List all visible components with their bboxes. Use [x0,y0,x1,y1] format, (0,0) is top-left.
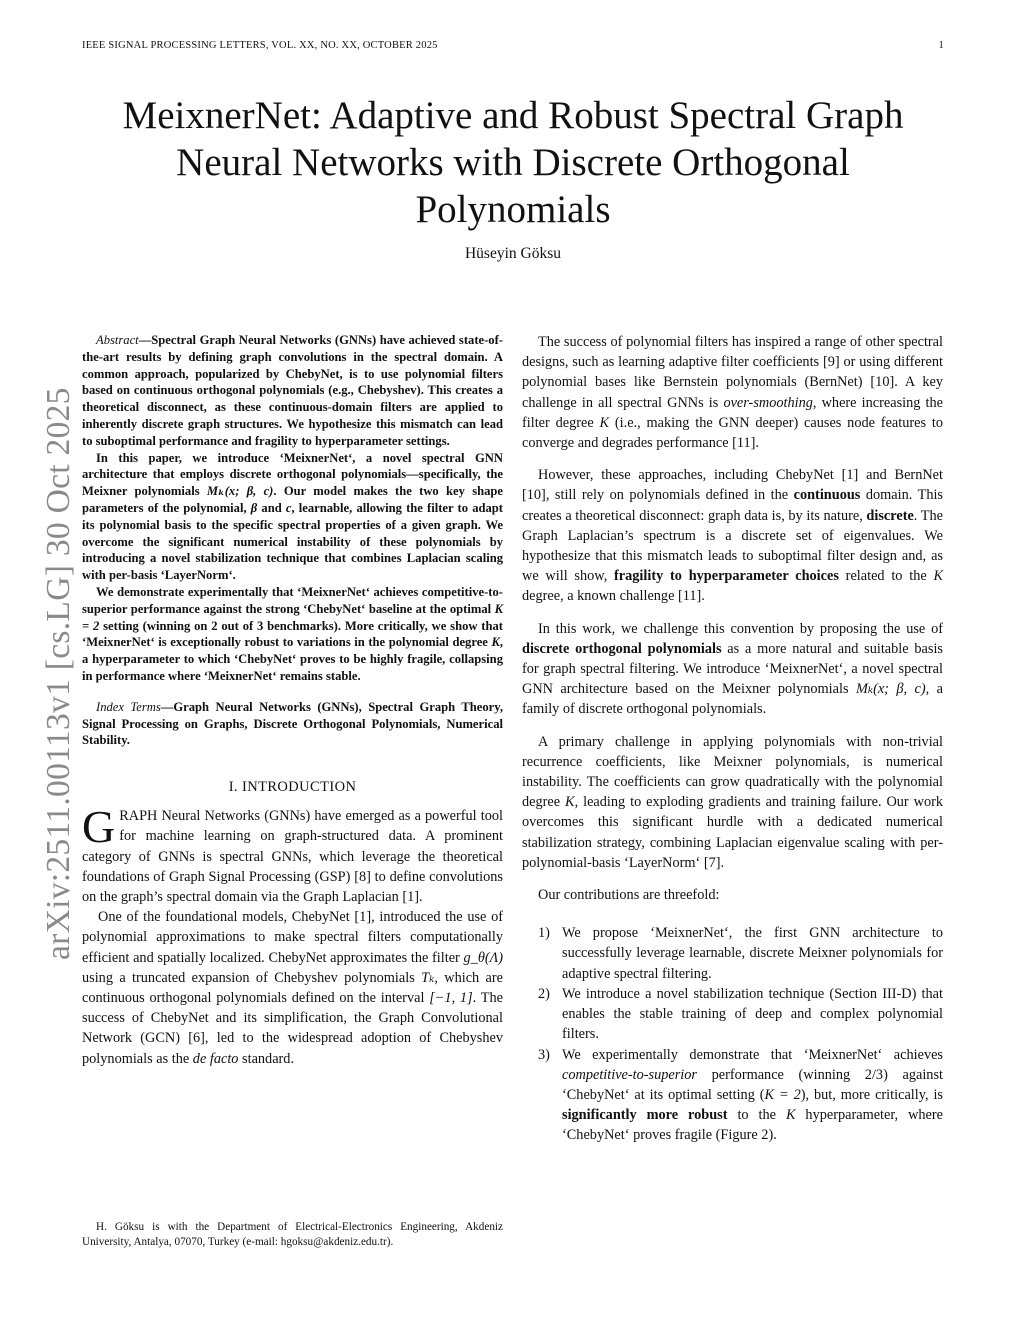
arxiv-identifier: arXiv:2511.00113v1 [cs.LG] 30 Oct 2025 [40,387,77,960]
right-paragraph-1: The success of polynomial filters has inspired a range of other spectral designs, such as learning adaptive filter coefficients [9] or using different polynomial bases like Bernstein polynomials (BernNet) [10]. A key challenge in all spectral GNNs is over-smoothing, where increasing the filter degree K (i.e., making the GNN deeper) causes node features to converge and degrades performance [11]. [522,334,943,452]
abstract-paragraph-2: In this paper, we introduce ‘MeixnerNet‘, a novel spectral GNN architecture that employs discrete orthogonal polynomials—specifically, the Meixner polynomials Mₖ(x; β, c). Our model makes the two key shape parameters of the polynomial, β and c, learnable, allowing the filter to adapt its polynomial basis to the specific spectral properties of a given graph. We overcome the significant numerical instability of these polynomials by introducing a novel stabilization technique that combines Laplacian scaling with per-basis ‘LayerNorm‘. [82,450,504,583]
list-item: 1) We propose ‘MeixnerNet‘, the first GNN architecture to successfully leverage learnable, discrete Meixner polynomials for adaptive spectral filtering. [538,925,943,982]
intro-paragraph-1: GRAPH Neural Networks (GNNs) have emerged as a powerful tool for machine learning on graph-structured data. A prominent category of GNNs is spectral GNNs, which leverage the theoretical foundations of Graph Signal Processing (GSP) [8] to define convolutions on the graph’s spectral domain via the Graph Laplacian [1]. [82,801,503,905]
list-item: 3) We experimentally demonstrate that ‘MeixnerNet‘ achieves competitive-to-superior performance (winning 2/3) against ‘ChebyNet‘ at its optimal setting (K = 2), but, more critically, is significantly more robust to the K hyperparameter, where ‘ChebyNet‘ proves fragile (Figure 2). [538,1046,943,1144]
footnote-affiliation: H. Göksu is with the Department of Electrical-Electronics Engineering, Akdeniz University, Antalya, 07070, Turkey (e-mail: hgoksu@akdeniz.edu.tr). [82,1221,503,1248]
right-paragraph-2: However, these approaches, including ChebyNet [1] and BernNet [10], still rely on polynomials defined in the continuous domain. This creates a theoretical disconnect: graph data is, by its nature, discrete. The Graph Laplacian’s spectrum is a discrete set of eigenvalues. We hypothesize that this mismatch leads to suboptimal filter design and, as we will show, fragility to hyperparameter choices related to the K degree, a known challenge [11]. [522,467,943,605]
page-number: 1 [938,40,944,51]
running-header [82,40,944,51]
abstract-lead: Abstract [96,333,139,347]
author-name: Hüseyin Göksu [464,245,561,262]
abstract [82,332,503,685]
introduction-body [82,801,503,1069]
index-terms: Index Terms—Graph Neural Networks (GNNs), Spectral Graph Theory, Signal Processing on Graphs, Discrete Orthogonal Polynomials, Numerical Stability. [82,699,504,748]
paper-title: MeixnerNet: Adaptive and Robust Spectral Graph Neural Networks with Discrete Orthogonal Polynomials [122,94,904,231]
drop-cap: G [82,801,116,853]
math-meixner: Mₖ(x; β, c) [206,484,274,499]
contributions-intro: Our contributions are threefold: [538,887,720,904]
list-item: 2) We introduce a novel stabilization technique (Section III-D) that enables the stable training of deep and complex polynomial filters. [538,985,943,1043]
intro-paragraph-2: One of the foundational models, ChebyNet [1], introduced the use of polynomial approximations to make spectral filters computationally efficient and spatially localized. ChebyNet approximates the filter g_θ(Λ) using a truncated expansion of Chebyshev polynomials Tₖ, which are continuous orthogonal polynomials defined on the interval [−1, 1]. The success of ChebyNet and its simplification, the Graph Convolutional Network (GCN) [6], led to the widespread adoption of Chebyshev polynomials as the de facto standard. [82,909,503,1067]
section-heading-introduction: I. INTRODUCTION [228,779,357,796]
right-column [522,332,943,1146]
abstract-paragraph-3: We demonstrate experimentally that ‘MeixnerNet‘ achieves competitive-to-superior performance against the strong ‘ChebyNet‘ baseline at the optimal K = 2 setting (winning on 2 out of 3 benchmarks). More critically, we show that ‘MeixnerNet‘ is exceptionally robust to variations in the polynomial degree K, a hyperparameter to which ‘ChebyNet‘ proves to be highly fragile, collapsing in performance where ‘MeixnerNet‘ remains stable. [82,584,503,683]
left-column [82,332,503,1069]
right-paragraph-4: A primary challenge in applying polynomials with non-trivial recurrence coefficients, like Meixner polynomials, is numerical instability. The coefficients can grow quadratically with the polynomial degree K, leading to exploding gradients and training failure. Our work overcomes this significant hurdle with a dedicated numerical stabilization strategy, combining Laplacian eigenvalue scaling with per-polynomial-basis ‘LayerNorm‘ [7]. [522,733,944,871]
journal-name: IEEE SIGNAL PROCESSING LETTERS, VOL. XX, NO. XX, OCTOBER 2025 [82,40,438,51]
right-paragraph-3: In this work, we challenge this convention by proposing the use of discrete orthogonal polynomials as a more natural and suitable basis for graph spectral filtering. We introduce ‘MeixnerNet‘, a novel spectral GNN architecture based on the Meixner polynomials Mₖ(x; β, c), a family of discrete orthogonal polynomials. [522,620,943,718]
abstract-paragraph-1: Abstract—Spectral Graph Neural Networks (GNNs) have achieved state-of-the-art results by defining graph convolutions in the spectral domain. A common approach, popularized by ChebyNet, is to use polynomial filters based on continuous orthogonal polynomials (e.g., Chebyshev). This creates a theoretical disconnect, as these continuous-domain filters are applied to inherently discrete graph structures. We hypothesize this mismatch can lead to suboptimal performance and fragility to hyperparameter settings. [82,333,503,448]
contributions-list [522,923,943,1145]
